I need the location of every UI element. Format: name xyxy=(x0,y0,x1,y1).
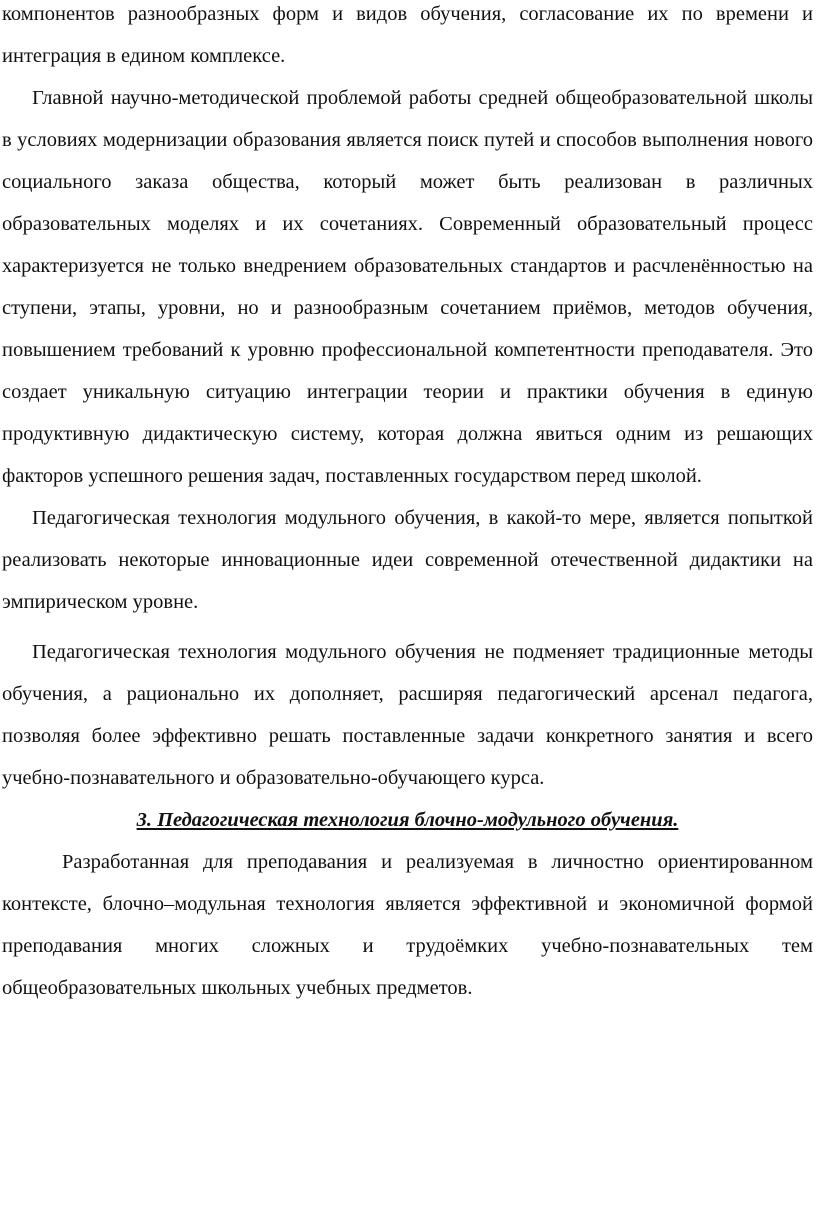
paragraph-main-problem: Главной научно-методической проблемой работы средней общеобразовательной школы в условиях модернизации образования является поиск путей и способов выполнения нового социального заказа общества, который может быть реализован в различных образовательных моделях и их сочетаниях. Современный образовательный процесс характеризуется не только внедрением образовательных стандартов и расчленённостью на ступени, этапы, уровни, но и разнообразным сочетанием приёмов, методов обучения, повышением требований к уровню профессиональной компетентности преподавателя. Это создает уникальную ситуацию интеграции теории и практики обучения в единую продуктивную дидактическую систему, которая должна явиться одним из решающих факторов успешного решения задач, поставленных государством перед школой. xyxy=(2,87,813,487)
paragraph-continuation: компонентов разнообразных форм и видов обучения, согласование их по времени и интеграция в едином комплексе. xyxy=(2,3,813,67)
paragraph-modular-attempt: Педагогическая технология модульного обучения, в какой-то мере, является попыткой реализовать некоторые инновационные идеи современной отечественной дидактики на эмпирическом уровне. xyxy=(2,507,813,613)
paragraph-modular-complement: Педагогическая технология модульного обучения не подменяет традиционные методы обучения, а рационально их дополняет, расширяя педагогический арсенал педагога, позволяя более эффективно решать поставленные задачи конкретного занятия и всего учебно-познавательного и образовательно-обучающего курса. xyxy=(2,641,813,789)
paragraph-block-modular: Разработанная для преподавания и реализуемая в личностно ориентированном контексте, блочно–модульная технология является эффективной и экономичной формой преподавания многих сложных и трудоёмких учебно-познавательных тем общеобразовательных школьных учебных предметов. xyxy=(2,851,813,999)
section-heading: 3. Педагогическая технология блочно-модульного обучения. xyxy=(136,809,679,831)
